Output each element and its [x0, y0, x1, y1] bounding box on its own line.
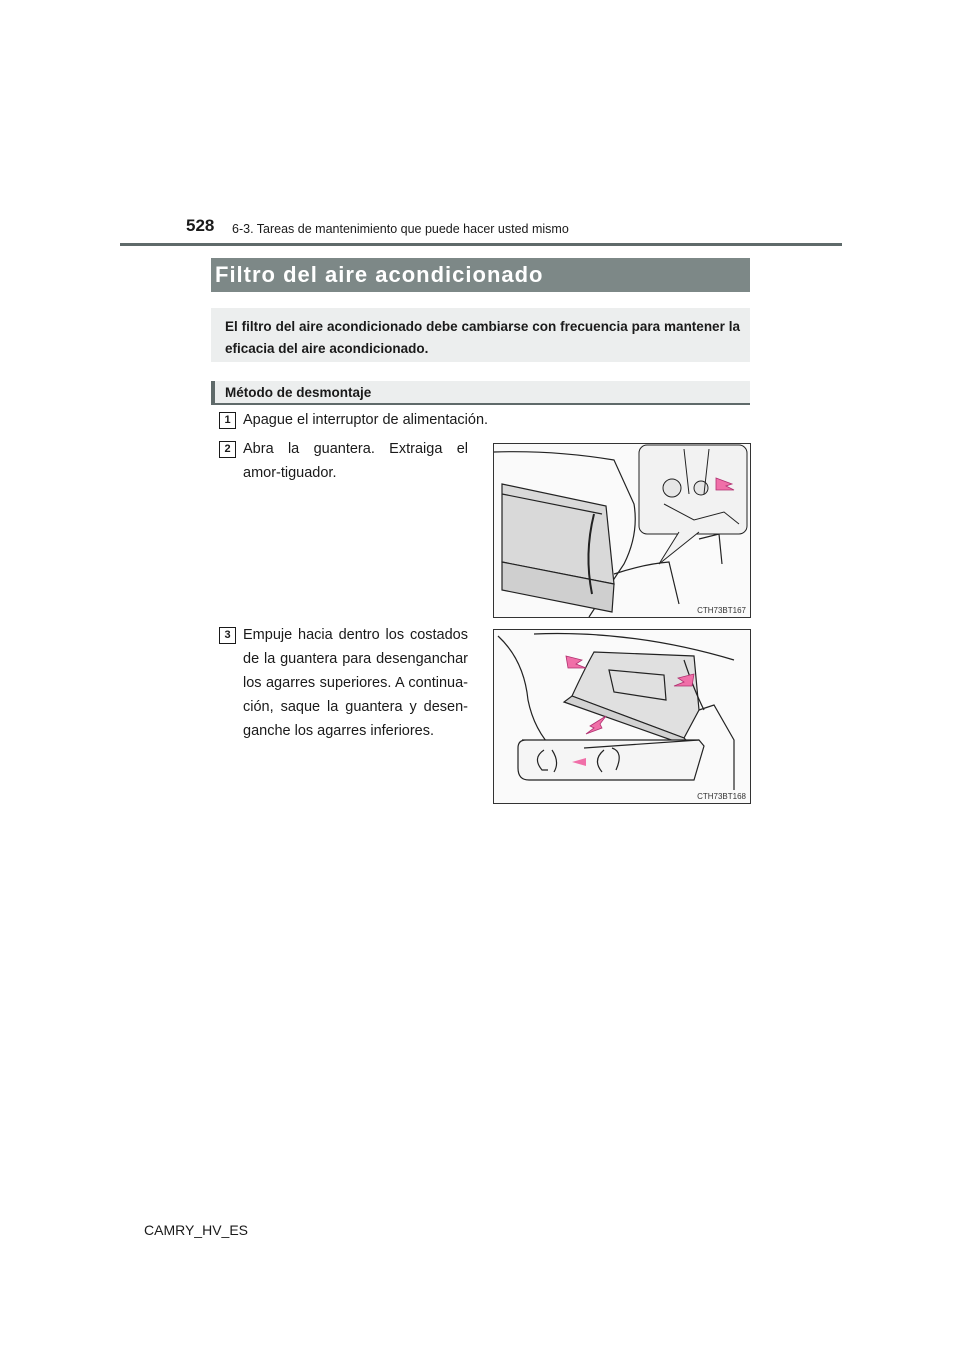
figure-glovebox-removal	[493, 629, 751, 804]
step-text-3: Empuje hacia dentro los costados de la guantera para desenganchar los agarres superiores. A continua-ción, saque la guantera y desen-ganche los agarres inferiores.	[243, 627, 468, 739]
step-number-1: 1	[219, 412, 236, 429]
step-number-3: 3	[219, 627, 236, 644]
step-number-2: 2	[219, 441, 236, 458]
figure-glovebox-damper	[493, 443, 751, 618]
subheading: Método de desmontaje	[211, 381, 750, 405]
section-path: 6-3. Tareas de mantenimiento que puede hacer usted mismo	[232, 222, 569, 236]
page-title: Filtro del aire acondicionado	[211, 258, 750, 292]
step-text-2: Abra la guantera. Extraiga el amor-tiguador.	[243, 441, 468, 481]
glovebox-damper-illustration	[494, 444, 750, 617]
push-arrow-left-icon	[566, 656, 586, 668]
footer-model: CAMRY_HV_ES	[144, 1222, 249, 1238]
header-rule	[120, 243, 842, 246]
page-number: 528	[186, 216, 215, 235]
figure-code-1: CTH73BT167	[697, 606, 746, 615]
intro-box: El filtro del aire acondicionado debe cambiarse con frecuencia para mantener la eficacia del aire acondicionado.	[211, 308, 750, 362]
glovebox-removal-illustration	[494, 630, 750, 803]
figure-code-2: CTH73BT168	[697, 792, 746, 801]
step-text-1: Apague el interruptor de alimentación.	[243, 412, 489, 428]
pull-arrow-icon	[586, 716, 606, 734]
